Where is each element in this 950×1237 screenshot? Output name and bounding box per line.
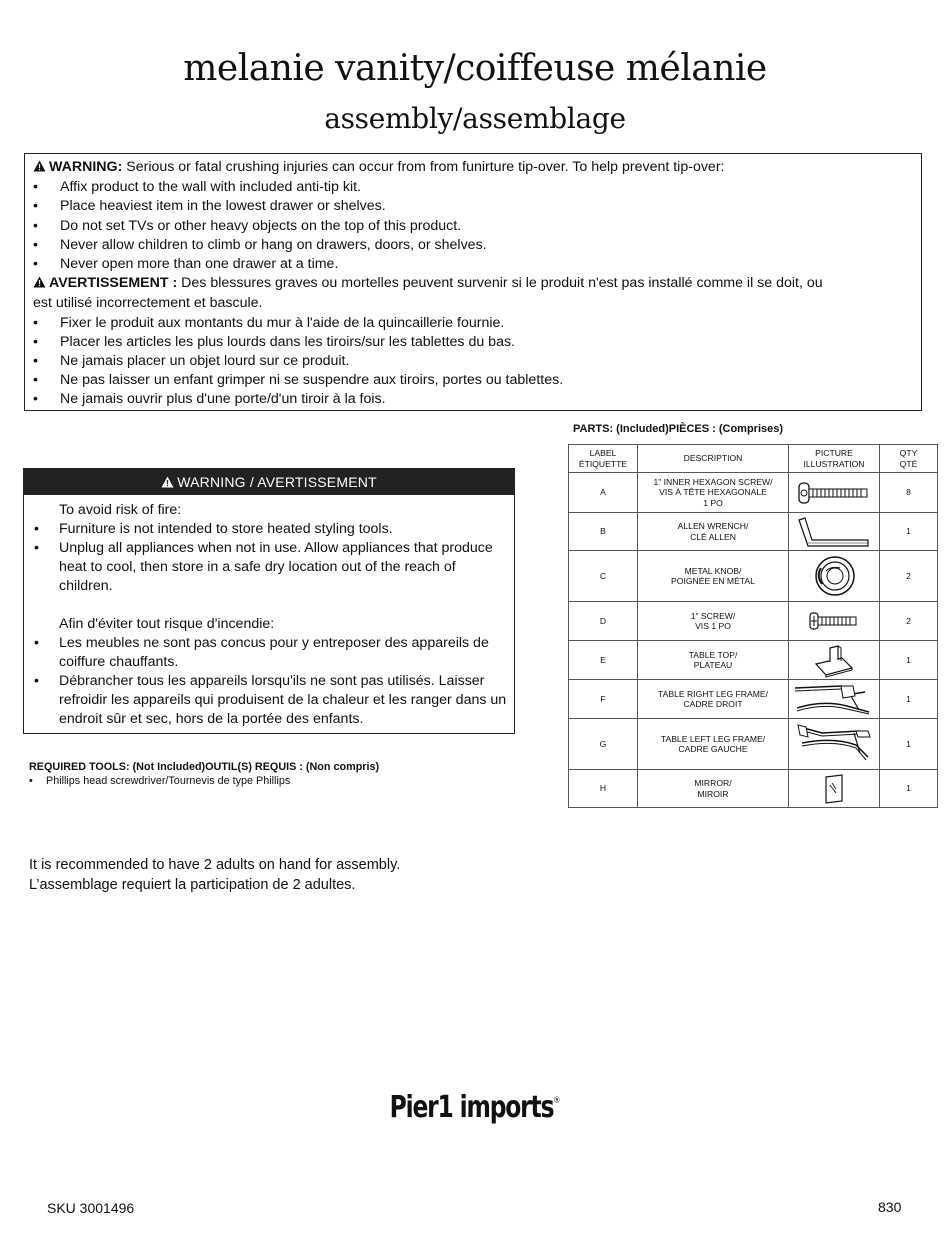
part-row <box>569 641 938 680</box>
part-description: TABLE LEFT LEG FRAME/ CADRE GAUCHE <box>638 719 789 770</box>
part-description: 1" SCREW/ VIS 1 PO <box>638 602 789 641</box>
parts-heading: PARTS: (Included)PIÈCES : (Comprises) <box>573 423 784 435</box>
part-description: ALLEN WRENCH/ CLÉ ALLEN <box>638 513 789 551</box>
avertissement-intro: Des blessures graves ou mortelles peuvent survenir si le produit n'est pas installé comme il se doit, ou <box>177 275 823 292</box>
right-leg-frame-icon <box>789 680 880 719</box>
hex-screw-icon <box>789 473 880 513</box>
part-row <box>569 770 938 808</box>
avertissement-label: AVERTISSEMENT : <box>49 275 178 292</box>
column-header-label: LABEL ÉTIQUETTE <box>569 445 638 473</box>
fire-item: • Furniture is not intended to store heated styling tools. <box>34 520 510 539</box>
part-row <box>569 602 938 641</box>
warning-triangle-icon <box>161 470 174 496</box>
part-qty: 1 <box>880 641 938 680</box>
avertissement-intro-cont: est utilisé incorrectement et bascule. <box>33 295 263 312</box>
required-tools <box>29 760 379 788</box>
part-row <box>569 551 938 602</box>
sku-number: SKU 3001496 <box>47 1200 135 1216</box>
page-number: 830 <box>878 1199 902 1215</box>
part-qty: 1 <box>880 680 938 719</box>
fire-item-fr: • Débrancher tous les appareils lorsqu'ils ne sont pas utilisés. Laisser refroidir les appareils qui produisent de la chaleur et les ranger dans un endroit sûr et sec, hors de la portée des enfants. <box>34 672 510 729</box>
fire-warning-header <box>24 469 514 495</box>
table-top-icon <box>789 641 880 680</box>
part-label: G <box>569 719 638 770</box>
warning-item: • Never open more than one drawer at a time. <box>33 255 913 274</box>
fire-warning-title: WARNING / AVERTISSEMENT <box>177 474 377 490</box>
part-description: TABLE RIGHT LEG FRAME/ CADRE DROIT <box>638 680 789 719</box>
tools-item: • Phillips head screwdriver/Tournevis de type Phillips <box>29 774 379 788</box>
part-row <box>569 513 938 551</box>
assembly-recommendation <box>29 855 400 895</box>
part-description: METAL KNOB/ POIGNÉE EN MÉTAL <box>638 551 789 602</box>
part-qty: 1 <box>880 513 938 551</box>
parts-header-row <box>569 445 938 473</box>
warning-intro: Serious or fatal crushing injuries can occur from from funirture tip-over. To help prevent tip-over: <box>122 159 725 175</box>
warning-item: • Never allow children to climb or hang on drawers, doors, or shelves. <box>33 236 913 255</box>
warning-label: WARNING: <box>49 159 123 175</box>
part-description: 1" INNER HEXAGON SCREW/ VIS À TÊTE HEXAGONALE 1 PO <box>638 473 789 513</box>
part-row <box>569 719 938 770</box>
part-row <box>569 473 938 513</box>
part-label: C <box>569 551 638 602</box>
recommendation-en: It is recommended to have 2 adults on hand for assembly. <box>29 857 401 873</box>
document-subtitle: assembly/assemblage <box>324 102 626 135</box>
avertissement-item: • Placer les articles les plus lourds dans les tiroirs/sur les tablettes du bas. <box>33 333 913 352</box>
column-header-qty: QTY QTÉ <box>880 445 938 473</box>
fire-intro: To avoid risk of fire: <box>59 502 182 518</box>
warning-triangle-icon <box>33 275 46 294</box>
recommendation-fr: L’assemblage requiert la participation de 2 adultes. <box>29 877 356 893</box>
part-description: MIRROR/ MIROIR <box>638 770 789 808</box>
warning-item: • Do not set TVs or other heavy objects on the top of this product. <box>33 217 913 236</box>
column-header-description: DESCRIPTION <box>638 445 789 473</box>
warning-heading <box>33 158 913 178</box>
part-qty: 2 <box>880 551 938 602</box>
avertissement-item: • Ne jamais placer un objet lourd sur ce produit. <box>33 352 913 371</box>
part-description: TABLE TOP/ PLATEAU <box>638 641 789 680</box>
allen-wrench-icon <box>789 513 880 551</box>
tools-heading: REQUIRED TOOLS: (Not Included)OUTIL(S) REQUIS : (Non compris) <box>29 761 380 773</box>
knob-icon <box>789 551 880 602</box>
part-qty: 2 <box>880 602 938 641</box>
parts-table <box>568 444 938 808</box>
warning-item: • Place heaviest item in the lowest drawer or shelves. <box>33 197 913 216</box>
fire-intro-fr: Afin d'éviter tout risque d'incendie: <box>59 616 275 632</box>
part-qty: 1 <box>880 770 938 808</box>
column-header-picture: PICTURE ILLUSTRATION <box>789 445 880 473</box>
phillips-screw-icon <box>789 602 880 641</box>
fire-warning-box <box>23 468 515 734</box>
warning-item: • Affix product to the wall with included anti-tip kit. <box>33 178 913 197</box>
part-label: F <box>569 680 638 719</box>
part-row <box>569 680 938 719</box>
mirror-icon <box>789 770 880 808</box>
pier1-imports-logo: Pier1 imports® <box>389 1090 561 1125</box>
document-title: melanie vanity/coiffeuse mélanie <box>183 48 767 89</box>
left-leg-frame-icon <box>789 719 880 770</box>
part-label: A <box>569 473 638 513</box>
warning-triangle-icon <box>33 159 46 178</box>
part-label: D <box>569 602 638 641</box>
part-label: B <box>569 513 638 551</box>
part-label: H <box>569 770 638 808</box>
fire-item: • Unplug all appliances when not in use. Allow appliances that produce heat to cool, then store in a safe dry location out of the reach of children. <box>34 539 510 596</box>
part-label: E <box>569 641 638 680</box>
avertissement-item: • Ne pas laisser un enfant grimper ni se suspendre aux tiroirs, portes ou tablettes. <box>33 371 913 390</box>
avertissement-item: • Fixer le produit aux montants du mur à l'aide de la quincaillerie fournie. <box>33 314 913 333</box>
fire-item-fr: • Les meubles ne sont pas concus pour y entreposer des appareils de coiffure chauffants. <box>34 634 510 672</box>
avertissement-item: • Ne jamais ouvrir plus d'une porte/d'un tiroir à la fois. <box>33 390 913 409</box>
avertissement-heading <box>33 274 913 294</box>
part-qty: 8 <box>880 473 938 513</box>
part-qty: 1 <box>880 719 938 770</box>
tip-over-warning-box <box>24 153 922 411</box>
